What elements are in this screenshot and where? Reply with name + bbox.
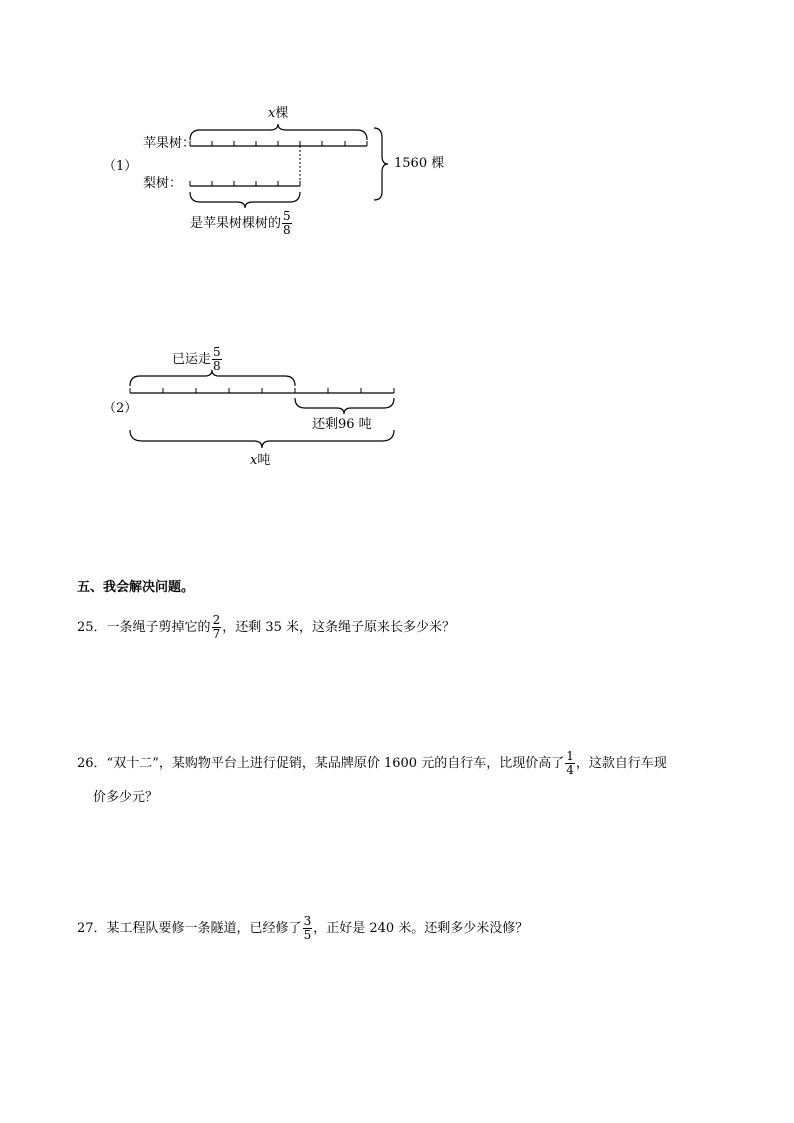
total-trees-label: 1560 棵	[394, 156, 445, 171]
question-26-line-2: 价多少元？	[93, 790, 159, 805]
fraction: $\frac{1}{4}$	[566, 749, 574, 778]
apple-total-label: x棵	[268, 106, 289, 121]
fraction: $\frac{2}{7}$	[212, 613, 221, 642]
fraction: $\frac{5}{8}$	[213, 345, 221, 374]
section-title: 五、我会解决问题。	[77, 580, 195, 595]
question-26: 26．“双十二”，某购物平台上进行促销，某品牌原价 1600 元的自行车，比现价高了 $\frac{1}{4}$ ，这款自行车现	[77, 749, 667, 778]
pear-ratio-label: 是苹果树棵树的 $\frac{5}{8}$	[190, 209, 291, 238]
fraction: $\frac{3}{5}$	[303, 914, 312, 943]
remaining-label: 还剩96 吨	[312, 417, 372, 432]
diagram-1-index: （1）	[103, 159, 138, 174]
question-27: 27．某工程队要修一条隧道，已经修了 $\frac{3}{5}$ ，正好是 240 米。还剩多少米没修？	[77, 914, 529, 943]
apple-tree-label: 苹果树：	[143, 136, 196, 151]
total-tons-label: x吨	[250, 453, 271, 468]
fraction: $\frac{5}{8}$	[283, 209, 291, 238]
question-25: 25．一条绳子剪掉它的 $\frac{2}{7}$ ，还剩 35 米，这条绳子原来长多少米？	[77, 613, 456, 642]
diagram-2-index: （2）	[103, 401, 138, 416]
transported-label: 已运走 $\frac{5}{8}$	[172, 345, 221, 374]
pear-tree-label: 梨树：	[143, 176, 183, 191]
